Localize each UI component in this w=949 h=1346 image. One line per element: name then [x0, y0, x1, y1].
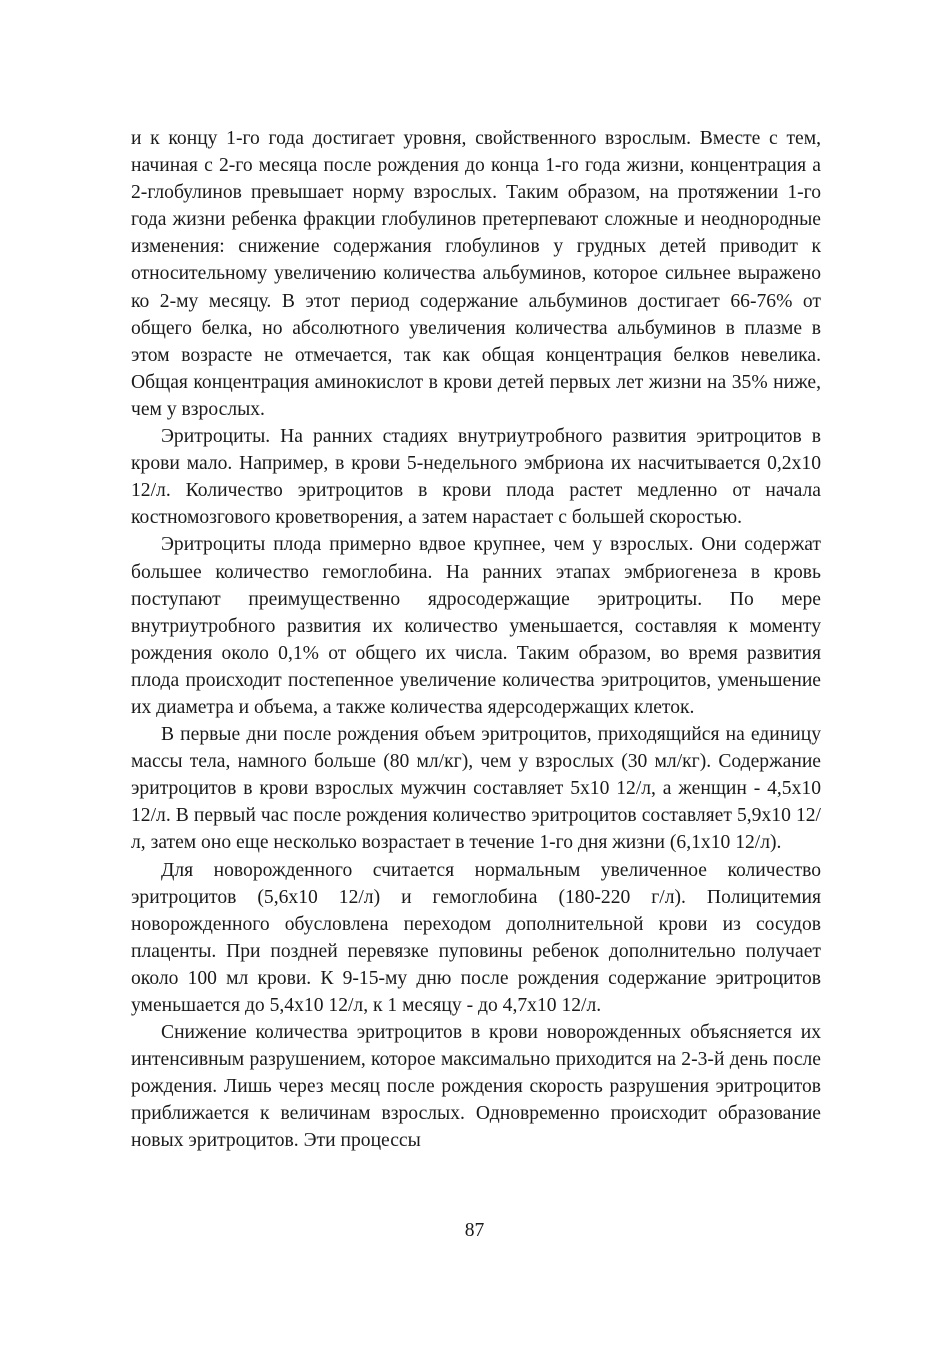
paragraph-erythrocytes-early: Эритроциты. На ранних стадиях внутриутробного развития эритроцитов в крови мало. Например, в крови 5-недельного эмбриона их насчитывается 0,2x10 12/л. Количество эритроцитов в крови плода растет медленно от начала костномозгового кроветворения, а затем нарастает с большей скоростью.: [131, 426, 821, 529]
body-text: [131, 125, 821, 1155]
paragraph-fetal-erythrocytes: Эритроциты плода примерно вдвое крупнее, чем у взрослых. Они содержат большее количество гемоглобина. На ранних этапах эмбриогенеза в кровь поступают преимущественно ядросодержащие эритроциты. По мере внутриутробного развития их количество уменьшается, составляя к моменту рождения около 0,1% от общего их числа. Таким образом, во время развития плода происходит постепенное увеличение количества эритроцитов, уменьшение их диаметра и объема, а также количества ядерсодержащих клеток.: [131, 534, 821, 718]
paragraph-continuation: и к концу 1-го года достигает уровня, свойственного взрослым. Вместе с тем, начиная с 2-го месяца после рождения до конца 1-го года жизни, концентрация a 2-глобулинов превышает норму взрослых. Таким образом, на протяжении 1-го года жизни ребенка фракции глобулинов претерпевают сложные и неоднородные изменения: снижение содержания глобулинов у грудных детей приводит к относительному увеличению количества альбуминов, которое сильнее выражено ко 2-му месяцу. В этот период содержание альбуминов достигает 66-76% от общего белка, но абсолютного увеличения количества альбуминов в плазме в этом возрасте не отмечается, так как общая концентрация белков невелика. Общая концентрация аминокислот в крови детей первых лет жизни на 35% ниже, чем у взрослых.: [131, 128, 821, 420]
paragraph-first-days: В первые дни после рождения объем эритроцитов, приходящийся на единицу массы тела, намного больше (80 мл/кг), чем у взрослых (30 мл/кг). Содержание эритроцитов в крови взрослых мужчин составляет 5x10 12/л, а женщин - 4,5x10 12/л. В первый час после рождения количество эритроцитов составляет 5,9x10 12/л, затем оно еще несколько возрастает в течение 1-го дня жизни (6,1x10 12/л).: [131, 724, 821, 854]
paragraph-newborn-norm: Для новорожденного считается нормальным увеличенное количество эритроцитов (5,6x10 12/л) и гемоглобина (180-220 г/л). Полицитемия новорожденного обусловлена переходом дополнительной крови из сосудов плаценты. При поздней перевязке пуповины ребенок дополнительно получает около 100 мл крови. К 9-15-му дню после рождения содержание эритроцитов уменьшается до 5,4x10 12/л, к 1 месяцу - до 4,7x10 12/л.: [131, 859, 821, 1016]
paragraph-erythrocyte-decline: Снижение количества эритроцитов в крови новорожденных объясняется их интенсивным разрушением, которое максимально приходится на 2-3-й день после рождения. Лишь через месяц после рождения скорость разрушения эритроцитов приближается к величинам взрослых. Одновременно происходит образование новых эритроцитов. Эти процессы: [131, 1022, 821, 1152]
page-number: 87: [464, 1220, 485, 1241]
